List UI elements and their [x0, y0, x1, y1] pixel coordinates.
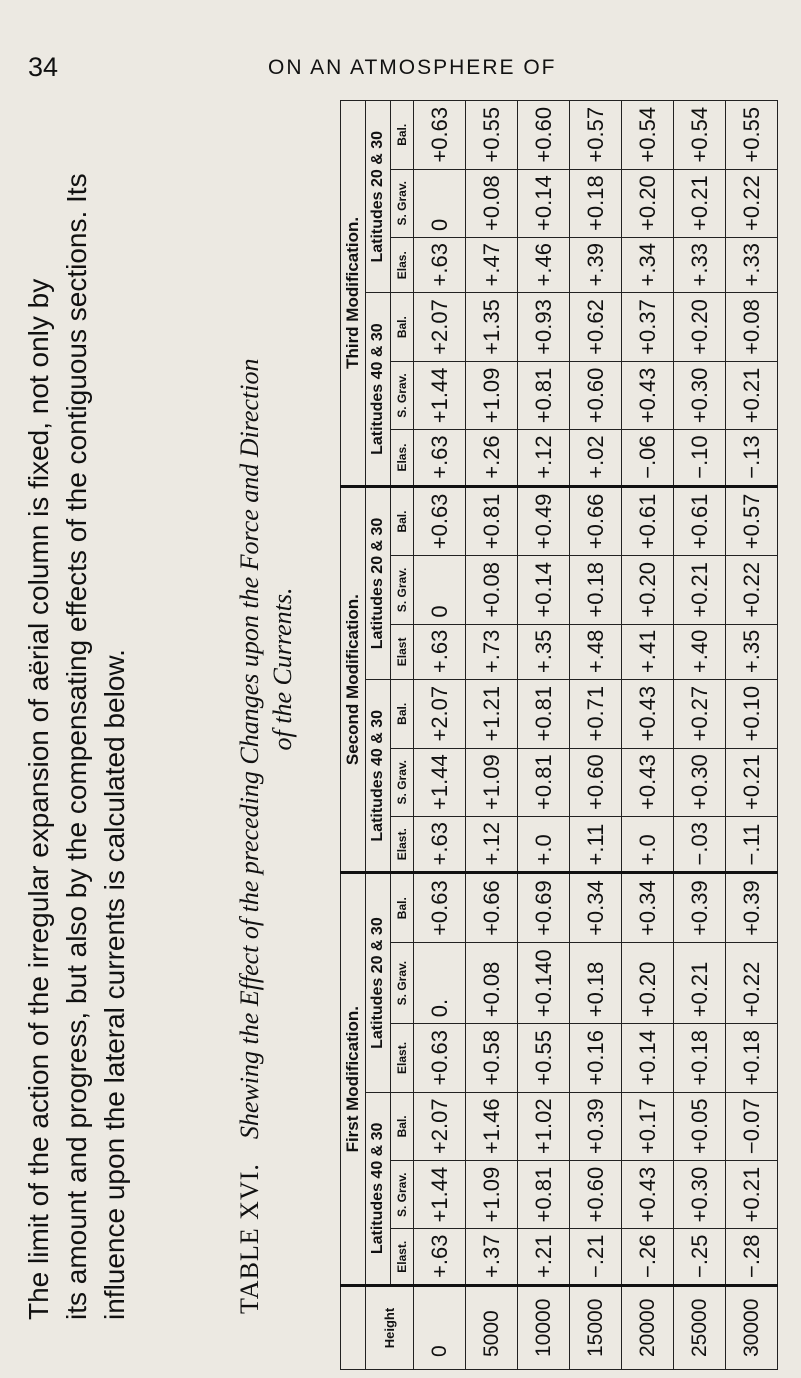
value-cell: +0.17 — [622, 1092, 674, 1160]
value-cell: +0.54 — [622, 101, 674, 170]
column-header: Bal. — [391, 873, 414, 942]
value-cell: +0.22 — [726, 169, 778, 237]
value-cell: +0.10 — [726, 680, 778, 748]
column-header: Bal. — [391, 1092, 414, 1160]
value-cell: +0.18 — [726, 1024, 778, 1092]
value-cell: +0.08 — [466, 942, 518, 1023]
height-cell: 30000 — [726, 1286, 778, 1370]
value-cell: +0.81 — [518, 748, 570, 816]
value-cell: +0.55 — [518, 1024, 570, 1092]
value-cell: +.12 — [518, 430, 570, 487]
value-cell: +0.39 — [570, 1092, 622, 1160]
value-cell: +.33 — [726, 237, 778, 292]
value-cell: +1.35 — [466, 293, 518, 361]
value-cell: +.26 — [466, 430, 518, 487]
column-header: Elast — [391, 624, 414, 679]
value-cell: +0.60 — [570, 361, 622, 429]
running-head: ON AN ATMOSPHERE OF — [268, 56, 557, 79]
column-header: S. Grav. — [391, 748, 414, 816]
value-cell: +0.30 — [674, 361, 726, 429]
value-cell: +0.27 — [674, 680, 726, 748]
value-cell: +1.09 — [466, 748, 518, 816]
value-cell: +0.08 — [466, 169, 518, 237]
value-cell: −.06 — [622, 430, 674, 487]
value-cell: +.34 — [622, 237, 674, 292]
value-cell: −.28 — [726, 1229, 778, 1286]
value-cell: +0.08 — [726, 293, 778, 361]
value-cell: +.63 — [414, 430, 466, 487]
table-row — [726, 101, 778, 1370]
table-body — [414, 101, 778, 1370]
column-header: S. Grav. — [391, 361, 414, 429]
value-cell: +0.16 — [570, 1024, 622, 1092]
value-cell: +0.05 — [674, 1092, 726, 1160]
data-table — [340, 100, 778, 1370]
value-cell: +1.44 — [414, 361, 466, 429]
value-cell: +0.63 — [414, 873, 466, 942]
value-cell: +0.18 — [570, 169, 622, 237]
value-cell: +.12 — [466, 816, 518, 873]
value-cell: +0.55 — [466, 101, 518, 170]
latitude-header: Latitudes 20 & 30 — [366, 101, 391, 293]
value-cell: +0.81 — [518, 361, 570, 429]
height-cell: 25000 — [674, 1286, 726, 1370]
value-cell: +0.20 — [622, 942, 674, 1023]
value-cell: +2.07 — [414, 1092, 466, 1160]
value-cell: −.11 — [726, 816, 778, 873]
value-cell: +1.09 — [466, 1161, 518, 1229]
latitude-header: Latitudes 20 & 30 — [366, 873, 391, 1092]
value-cell: +0.54 — [674, 101, 726, 170]
table-row — [414, 101, 466, 1370]
value-cell: −.03 — [674, 816, 726, 873]
value-cell: +.37 — [466, 1229, 518, 1286]
modification-header-2: Second Modification. — [341, 486, 366, 873]
value-cell: +.48 — [570, 624, 622, 679]
value-cell: −.26 — [622, 1229, 674, 1286]
column-header: S. Grav. — [391, 556, 414, 624]
caption-line-2: of the Currents. — [268, 587, 297, 751]
value-cell: +.63 — [414, 816, 466, 873]
value-cell: +0.140 — [518, 942, 570, 1023]
value-cell: +.35 — [726, 624, 778, 679]
column-header: Elas. — [391, 430, 414, 487]
value-cell: +.47 — [466, 237, 518, 292]
value-cell: +0.21 — [674, 169, 726, 237]
value-cell: +0.30 — [674, 1161, 726, 1229]
value-cell: −.25 — [674, 1229, 726, 1286]
value-cell: +0.57 — [726, 486, 778, 555]
height-header-top — [341, 1286, 366, 1370]
column-header: Elast. — [391, 1024, 414, 1092]
value-cell: +2.07 — [414, 293, 466, 361]
value-cell: +0.69 — [518, 873, 570, 942]
caption-line-1: Shewing the Effect of the preceding Changes upon the Force and Direction — [235, 358, 264, 1140]
value-cell: +0.93 — [518, 293, 570, 361]
intro-paragraph — [20, 90, 134, 1320]
column-header: Bal. — [391, 486, 414, 555]
value-cell: +0.21 — [726, 1161, 778, 1229]
value-cell: +0.60 — [518, 101, 570, 170]
value-cell: +0.43 — [622, 680, 674, 748]
column-header: S. Grav. — [391, 942, 414, 1023]
latitude-header: Latitudes 40 & 30 — [366, 680, 391, 873]
value-cell: 0 — [414, 556, 466, 624]
intro-line-1: The limit of the action of the irregular expansion of aërial column is fixed, not only by — [23, 278, 54, 1320]
value-cell: +0.21 — [674, 942, 726, 1023]
value-cell: +0.20 — [622, 556, 674, 624]
value-cell: +2.07 — [414, 680, 466, 748]
height-header: Height — [366, 1286, 414, 1370]
modification-header-1: First Modification. — [341, 873, 366, 1286]
table-row — [466, 101, 518, 1370]
value-cell: +0.21 — [674, 556, 726, 624]
value-cell: +.73 — [466, 624, 518, 679]
value-cell: +0.63 — [414, 1024, 466, 1092]
value-cell: +.41 — [622, 624, 674, 679]
value-cell: 0. — [414, 942, 466, 1023]
value-cell: +1.09 — [466, 361, 518, 429]
column-header: Bal. — [391, 680, 414, 748]
column-header: S. Grav. — [391, 169, 414, 237]
value-cell: +.11 — [570, 816, 622, 873]
height-cell: 15000 — [570, 1286, 622, 1370]
column-header: Elas. — [391, 237, 414, 292]
value-cell: +0.58 — [466, 1024, 518, 1092]
table-caption — [235, 104, 298, 1314]
value-cell: +0.60 — [570, 1161, 622, 1229]
value-cell: +.46 — [518, 237, 570, 292]
value-cell: +0.43 — [622, 748, 674, 816]
value-cell: +0.21 — [726, 748, 778, 816]
height-cell: 10000 — [518, 1286, 570, 1370]
column-header: S. Grav. — [391, 1161, 414, 1229]
table-number: TABLE XVI. — [235, 1163, 264, 1314]
value-cell: +0.20 — [674, 293, 726, 361]
height-cell: 0 — [414, 1286, 466, 1370]
rotated-content — [20, 90, 780, 1370]
value-cell: +0.61 — [674, 486, 726, 555]
value-cell: +.63 — [414, 1229, 466, 1286]
column-header: Elast. — [391, 816, 414, 873]
value-cell: +0.63 — [414, 101, 466, 170]
value-cell: +0.20 — [622, 169, 674, 237]
value-cell: +0.21 — [726, 361, 778, 429]
value-cell: +0.14 — [622, 1024, 674, 1092]
value-cell: +0.39 — [726, 873, 778, 942]
value-cell: +0.63 — [414, 486, 466, 555]
height-cell: 5000 — [466, 1286, 518, 1370]
table-row — [570, 101, 622, 1370]
column-header: Elast. — [391, 1229, 414, 1286]
value-cell: +0.30 — [674, 748, 726, 816]
value-cell: +.63 — [414, 624, 466, 679]
value-cell: +0.60 — [570, 748, 622, 816]
value-cell: +0.14 — [518, 556, 570, 624]
value-cell: +.63 — [414, 237, 466, 292]
modification-header-3: Third Modification. — [341, 101, 366, 487]
value-cell: +0.22 — [726, 556, 778, 624]
value-cell: +.21 — [518, 1229, 570, 1286]
value-cell: 0 — [414, 169, 466, 237]
value-cell: +0.49 — [518, 486, 570, 555]
value-cell: +0.18 — [674, 1024, 726, 1092]
value-cell: +1.21 — [466, 680, 518, 748]
value-cell: +0.66 — [570, 486, 622, 555]
latitude-header: Latitudes 40 & 30 — [366, 293, 391, 486]
value-cell: +0.39 — [674, 873, 726, 942]
value-cell: +.40 — [674, 624, 726, 679]
value-cell: +1.44 — [414, 1161, 466, 1229]
value-cell: +.0 — [622, 816, 674, 873]
value-cell: +0.18 — [570, 556, 622, 624]
value-cell: +.33 — [674, 237, 726, 292]
intro-line-2: its amount and progress, but also by the compensating effects of the contiguous sections. Its — [61, 173, 92, 1320]
value-cell: +0.14 — [518, 169, 570, 237]
value-cell: +0.61 — [622, 486, 674, 555]
value-cell: +0.22 — [726, 942, 778, 1023]
value-cell: +0.43 — [622, 361, 674, 429]
value-cell: +1.44 — [414, 748, 466, 816]
value-cell: −.13 — [726, 430, 778, 487]
value-cell: +0.43 — [622, 1161, 674, 1229]
value-cell: +0.37 — [622, 293, 674, 361]
value-cell: +.39 — [570, 237, 622, 292]
value-cell: +0.62 — [570, 293, 622, 361]
value-cell: −.21 — [570, 1229, 622, 1286]
value-cell: −.10 — [674, 430, 726, 487]
value-cell: +1.02 — [518, 1092, 570, 1160]
value-cell: +1.46 — [466, 1092, 518, 1160]
table-row — [622, 101, 674, 1370]
value-cell: +0.81 — [518, 680, 570, 748]
value-cell: +0.55 — [726, 101, 778, 170]
latitude-header: Latitudes 20 & 30 — [366, 486, 391, 679]
value-cell: +0.66 — [466, 873, 518, 942]
data-table-wrap — [340, 100, 778, 1370]
value-cell: +0.18 — [570, 942, 622, 1023]
value-cell: +.02 — [570, 430, 622, 487]
value-cell: +0.81 — [518, 1161, 570, 1229]
value-cell: +.35 — [518, 624, 570, 679]
value-cell: +0.34 — [570, 873, 622, 942]
table-row — [674, 101, 726, 1370]
value-cell: −0.07 — [726, 1092, 778, 1160]
height-cell: 20000 — [622, 1286, 674, 1370]
latitude-header: Latitudes 40 & 30 — [366, 1092, 391, 1285]
value-cell: +0.81 — [466, 486, 518, 555]
table-row — [518, 101, 570, 1370]
column-header: Bal. — [391, 101, 414, 170]
value-cell: +.0 — [518, 816, 570, 873]
value-cell: +0.34 — [622, 873, 674, 942]
column-header: Bal. — [391, 293, 414, 361]
page-number: 34 — [28, 52, 59, 82]
value-cell: +0.71 — [570, 680, 622, 748]
value-cell: +0.57 — [570, 101, 622, 170]
value-cell: +0.08 — [466, 556, 518, 624]
intro-line-3: influence upon the lateral currents is calculated below. — [99, 649, 130, 1320]
